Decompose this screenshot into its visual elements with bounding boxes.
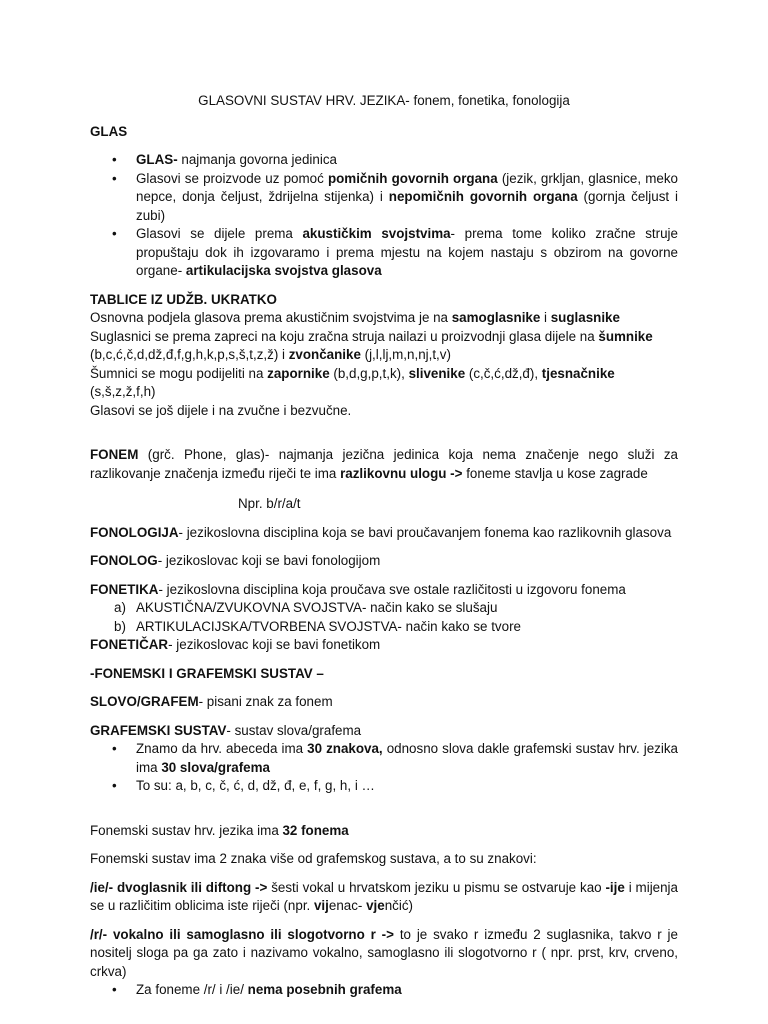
grafemski-definition: GRAFEMSKI SUSTAV- sustav slova/grafema xyxy=(90,722,362,738)
fonologija-definition: FONOLOGIJA- jezikoslovna disciplina koja se bavi proučavanjem fonema kao razlikovnih glasova xyxy=(90,524,672,540)
example-text: Npr. b/r/a/t xyxy=(238,496,301,511)
list-item: • Za foneme /r/ i /ie/ nema posebnih grafema xyxy=(136,981,678,1000)
fonetika-list xyxy=(90,599,678,636)
paragraph: Fonemski sustav hrv. jezika ima 32 fonema xyxy=(90,822,349,838)
section-heading-glas: GLAS xyxy=(90,123,128,139)
list-item: • Glasovi se dijele prema akustičkim svojstvima- prema tome koliko zračne struje propuštaju dok ih izgovaramo i prema mjestu na kojem nastaju s obzirom na govorne organe- artikulacijska svojstva glasova xyxy=(136,225,678,281)
slovo-definition: SLOVO/GRAFEM- pisani znak za fonem xyxy=(90,694,333,709)
r-definition: /r/- vokalno ili samoglasno ili slogotvorno r -> to je svako r između 2 suglasnika, takvo r je nositelj sloga pa ga zato i nazivamo vokalno, samoglasno ili slogotvorno r ( npr. prst, krv, crveno, crkva) xyxy=(90,926,678,979)
fonetika-definition: FONETIKA- jezikoslovna disciplina koja proučava sve ostale različitosti u izgovoru fonema xyxy=(90,581,626,597)
section-heading-tablice: TABLICE IZ UDŽB. UKRATKO xyxy=(90,291,277,307)
paragraph: Šumnici se mogu podijeliti na zapornike (b,d,g,p,t,k), slivenike (c,č,ć,dž,đ), tjesnačnike (s,š,z,ž,f,h) xyxy=(90,365,615,399)
list-item: • To su: a, b, c, č, ć, d, dž, đ, e, f, g, h, i … xyxy=(136,777,678,796)
list-item: • Glasovi se proizvode uz pomoć pomičnih govornih organa (jezik, grkljan, glasnice, meko nepce, donja čeljust, ždrijelna stijenka) i nepomičnih govornih organa (gornja čeljust i zubi) xyxy=(136,170,678,226)
glas-bullet-list xyxy=(90,151,678,281)
fonolog-definition: FONOLOG- jezikoslovac koji se bavi fonologijom xyxy=(90,553,381,568)
paragraph: Fonemski sustav ima 2 znaka više od grafemskog sustava, a to su znakovi: xyxy=(90,851,537,866)
paragraph: Glasovi se još dijele i na zvučne i bezvučne. xyxy=(90,402,352,418)
list-item: b) ARTIKULACIJSKA/TVORBENA SVOJSTVA- način kako se tvore xyxy=(114,618,521,634)
r-bullet-list xyxy=(90,981,678,1000)
paragraph: Suglasnici se prema zapreci na koju zračna struja nailazi u proizvodnji glasa dijele na šumnike (b,c,ć,č,d,dž,đ,f,g,h,k,p,s,š,t,z,ž) i zvončanike (j,l,lj,m,n,nj,t,v) xyxy=(90,328,653,362)
section-heading-fonemski: -FONEMSKI I GRAFEMSKI SUSTAV – xyxy=(90,665,324,681)
list-item: a) AKUSTIČNA/ZVUKOVNA SVOJSTVA- način kako se slušaju xyxy=(114,600,498,615)
fonem-definition: FONEM (grč. Phone, glas)- najmanja jezična jedinica koja nema značenje nego služi za razlikovanje značenja između riječi te ima razlikovnu ulogu -> foneme stavlja u kose zagrade xyxy=(90,447,678,481)
fonetičar-definition: FONETIČAR- jezikoslovac koji se bavi fonetikom xyxy=(90,637,381,652)
list-item: • Znamo da hrv. abeceda ima 30 znakova, odnosno slova dakle grafemski sustav hrv. jezika ima 30 slova/grafema xyxy=(136,740,678,777)
grafemski-bullet-list xyxy=(90,740,678,796)
list-item: • GLAS- najmanja govorna jedinica xyxy=(136,151,678,170)
page-title: GLASOVNI SUSTAV HRV. JEZIKA- fonem, fonetika, fonologija xyxy=(198,93,570,108)
ie-definition: /ie/- dvoglasnik ili diftong -> šesti vokal u hrvatskom jeziku u pismu se ostvaruje kao -ije i mijenja se u različitim oblicima iste riječi (npr. vijenac- vjenčić) xyxy=(90,879,678,913)
paragraph: Osnovna podjela glasova prema akustičnim svojstvima je na samoglasnike i suglasnike xyxy=(90,310,620,325)
document-page xyxy=(90,92,678,1000)
